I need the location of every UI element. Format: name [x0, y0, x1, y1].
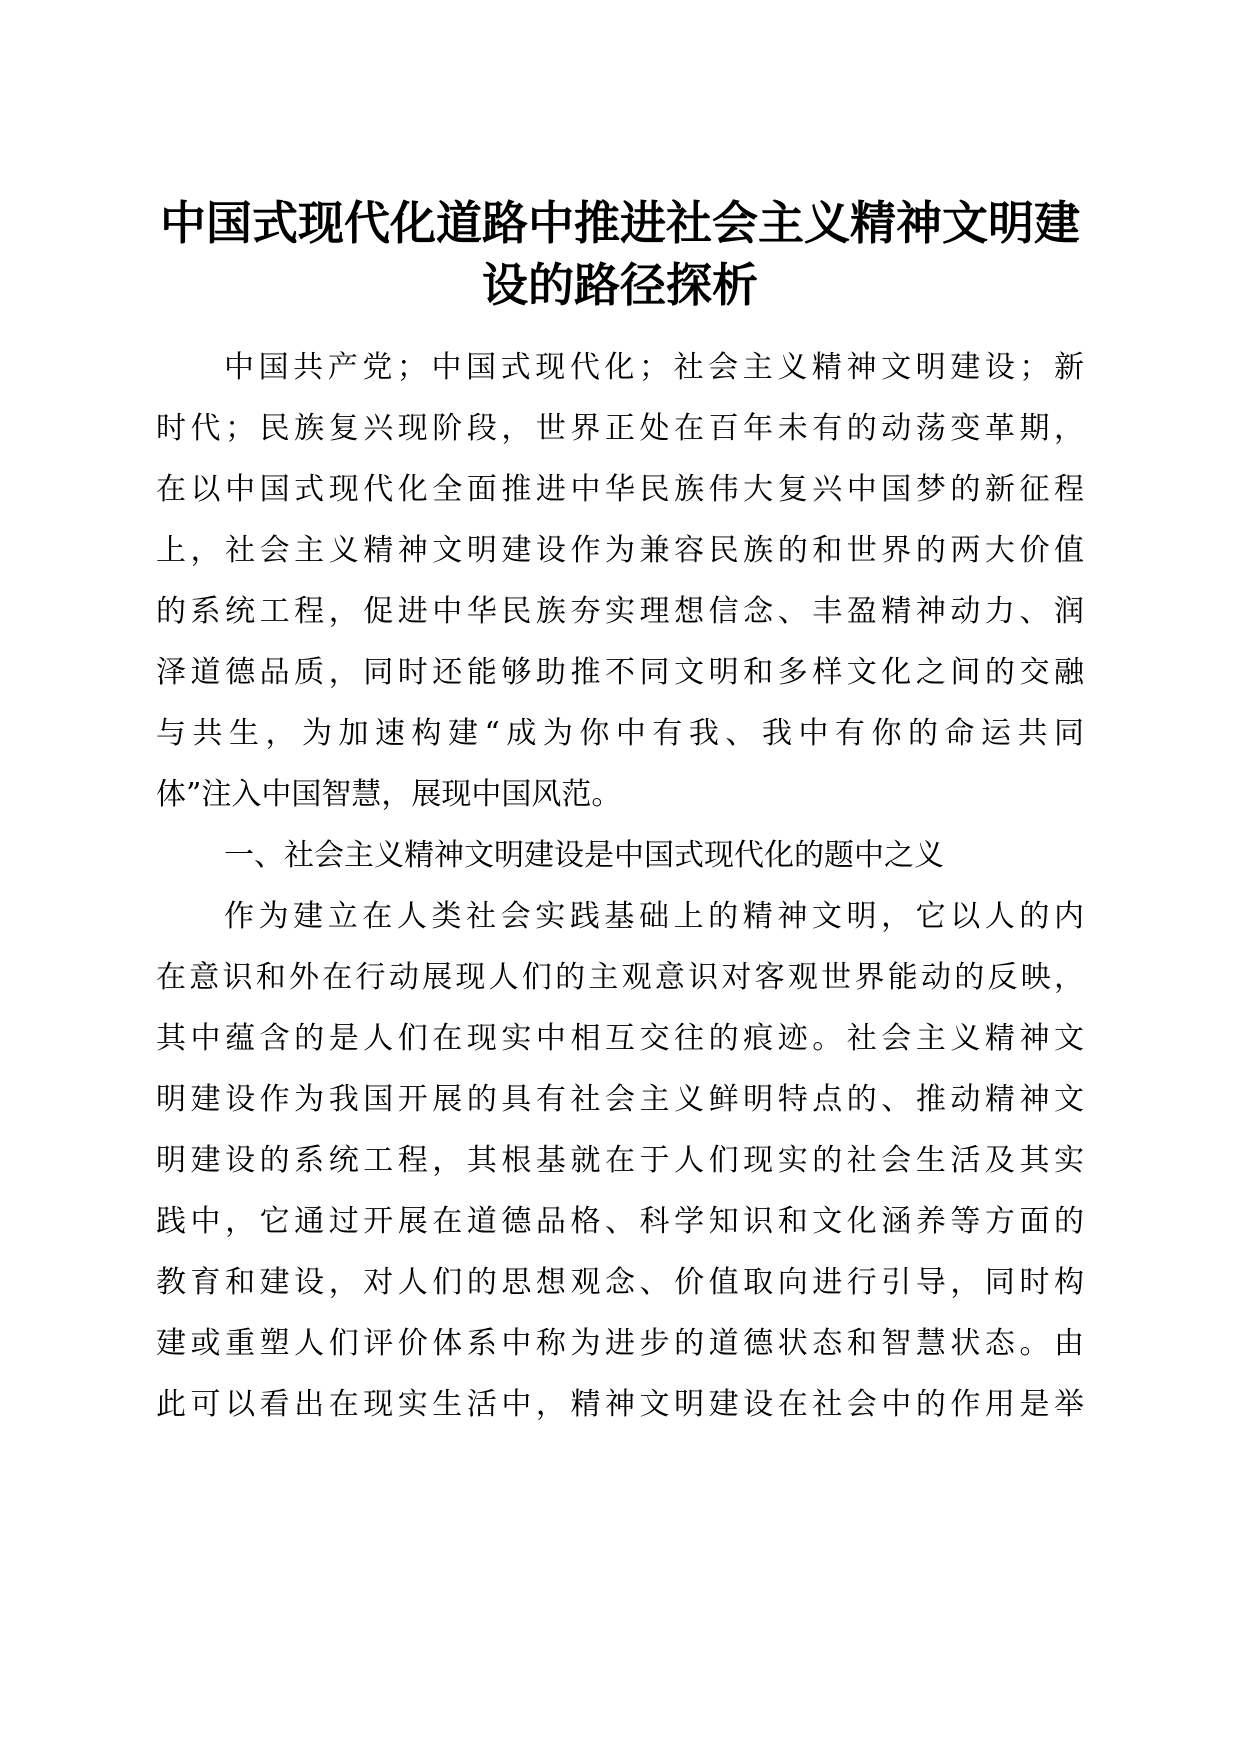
paragraph-2-line: 教育和建设，对人们的思想观念、价值取向进行引导，同时构 [156, 1265, 1084, 1300]
paragraph-1-line: 在以中国式现代化全面推进中华民族伟大复兴中国梦的新征程 [156, 472, 1084, 507]
paragraph-1-line: 时代；民族复兴现阶段，世界正处在百年未有的动荡变革期， [156, 411, 1084, 446]
paragraph-2-line: 其中蕴含的是人们在现实中相互交往的痕迹。社会主义精神文 [156, 1021, 1084, 1056]
paragraph-1-line: 泽道德品质，同时还能够助推不同文明和多样文化之间的交融 [156, 655, 1084, 690]
section-heading: 一、社会主义精神文明建设是中国式现代化的题中之义 [224, 838, 944, 873]
paragraph-2-line: 建或重塑人们评价体系中称为进步的道德状态和智慧状态。由 [156, 1326, 1084, 1361]
document-title-line-2: 设的路径探析 [482, 258, 758, 312]
paragraph-2-line: 此可以看出在现实生活中，精神文明建设在社会中的作用是举 [156, 1387, 1084, 1422]
paragraph-1-line: 与共生，为加速构建“成为你中有我、我中有你的命运共同 [156, 716, 1084, 751]
paragraph-2-line: 明建设作为我国开展的具有社会主义鲜明特点的、推动精神文 [156, 1082, 1084, 1117]
paragraph-1-line: 体”注入中国智慧，展现中国风范。 [156, 777, 622, 812]
paragraph-1-line: 中国共产党；中国式现代化；社会主义精神文明建设；新 [224, 350, 1084, 385]
paragraph-2-line: 作为建立在人类社会实践基础上的精神文明，它以人的内 [224, 899, 1084, 934]
paragraph-2-line: 明建设的系统工程，其根基就在于人们现实的社会生活及其实 [156, 1143, 1084, 1178]
paragraph-2-line: 践中，它通过开展在道德品格、科学知识和文化涵养等方面的 [156, 1204, 1084, 1239]
paragraph-2-line: 在意识和外在行动展现人们的主观意识对客观世界能动的反映， [156, 960, 1084, 995]
document-title-line-1: 中国式现代化道路中推进社会主义精神文明建 [160, 196, 1080, 250]
paragraph-1-line: 的系统工程，促进中华民族夯实理想信念、丰盈精神动力、润 [156, 594, 1084, 629]
paragraph-1-line: 上，社会主义精神文明建设作为兼容民族的和世界的两大价值 [156, 533, 1084, 568]
